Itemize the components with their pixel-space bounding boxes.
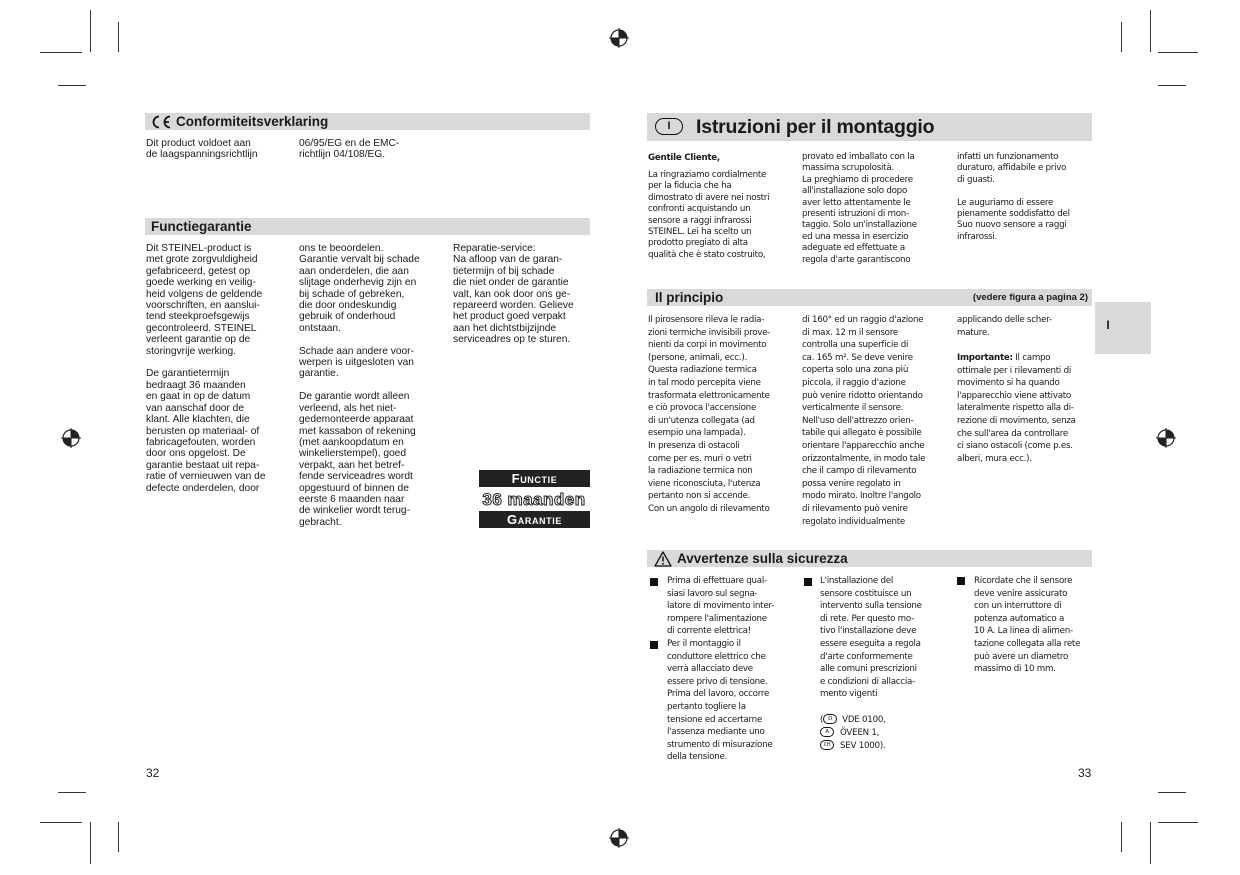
safety-section-title: Avvertenze sulla sicurezza (677, 551, 848, 566)
country-code-d-icon: D (823, 714, 837, 724)
norm-line-3 (820, 727, 952, 752)
important-label: Importante: (957, 353, 1013, 363)
principle-text-col3b (957, 352, 1092, 465)
crop-mark (1150, 10, 1151, 52)
crop-mark (90, 10, 91, 52)
guarantee-text-col1: Dit STEINEL-product is met grote zorgvuldigheid gefabriceerd, getest op goede werking en veilig- heid volgens de geldende voorschriften, en aanslui- tend steekproefsgewijs gecontroleerd. STEINEL verleent garantie op de storingvrije werking. De garantietermijn bedraagt 36 maanden en gaat in op de datum van aanschaf door de klant. Alle klachten, die berusten op materiaal- of fabricagefouten, worden door ons opgelost. De garantie bestaat uit repa- ratie of vernieuwen van de defecte onderdelen, door (146, 243, 266, 494)
warning-triangle-icon (654, 551, 672, 567)
important-text: Il campo ottimale per i rilevamenti di movimento si ha quando l'apparecchio viene attivato lateralmente rispetto alla di- rezione di movimento, senza che sull'area da controllare ci siano ostacoli (come p.es. alberi, mura ecc.). (957, 353, 1076, 464)
crop-mark (1121, 22, 1122, 52)
badge-36-maanden: 36 maanden (482, 490, 586, 509)
country-code-ch-icon: CH (820, 740, 834, 750)
crop-mark (1158, 822, 1198, 823)
guarantee-text-col2: ons te beoordelen. Garantie vervalt bij schade aan onderdelen, die aan slijtage onderhevig zijn en bij schade of gebreken, die door ondeskundig gebruik of onderhoud ontstaan. Schade aan andere voor- werpen is uitgesloten van garantie. De garantie wordt alleen verleend, als het niet- gedemonteerde apparaat met kassabon of rekening (met aankoopdatum en winkelierstempel), goed verpakt, aan het betref- fende serviceadres wordt opgestuurd of binnen de eerste 6 maanden naar de winkelier wordt terug- gebracht. (299, 243, 420, 528)
intro-text-col3: infatti un funzionamento duraturo, affidabile e privo di guasti. Le auguriamo di essere pienamente soddisfatto del Suo nuovo sensore a raggi infrarossi. (957, 152, 1070, 242)
crop-mark (58, 85, 86, 86)
principle-text-col2: di 160° ed un raggio d'azione di max. 12 m il sensore controlla una superficie di ca. 165 m². Se deve venire coperta solo una zona più piccola, il raggio d'azione può venire ridotto orientando verticalmente il sensore. Nell'uso dell'attrezzo orien- tabile qui allegato è possibile orientare l'apparecchio anche orizzontalmente, in modo tale che il campo di rilevamento possa venire regolato in modo mirato. Inoltre l'angolo di rilevamento può venire regolato individualmente (802, 315, 926, 527)
principle-text-col3a: applicando delle scher- mature. (957, 315, 1052, 338)
norm-oveen: ÖVEEN 1, (840, 727, 880, 738)
language-badge-icon: I (655, 118, 683, 135)
guarantee-section-title: Functiegarantie (151, 219, 252, 234)
intro-greeting: Gentile Cliente, (648, 153, 720, 163)
registration-mark-icon (61, 428, 81, 448)
registration-mark-icon (1156, 428, 1176, 448)
crop-mark (40, 822, 82, 823)
paren-open: ( (820, 714, 824, 725)
principle-figure-note: (vedere figura a pagina 2) (972, 292, 1088, 303)
safety-bullet-1: Prima di effettuare qual- siasi lavoro sul segna- latore di movimento inter- rompere l'alimentazione di corrente elettrica! (667, 576, 775, 637)
registration-mark-icon (609, 828, 629, 848)
main-title: Istruzioni per il montaggio (696, 116, 935, 138)
crop-mark (58, 792, 86, 793)
crop-mark (40, 52, 82, 53)
guarantee-text-col3: Reparatie-service: Na afloop van de garan- tietermijn of bij schade die niet onder de garantie valt, kan ook door ons ge- repareerd worden. Gelieve het product goed verpakt aan het dichtstbijzijnde serviceadres op te sturen. (453, 243, 574, 346)
ce-mark-icon (150, 115, 172, 129)
principle-section-title: Il principio (655, 290, 724, 305)
bullet-square-icon (650, 578, 658, 586)
safety-bullet-3: L'installazione del sensore costituisce un intervento sulla tensione di rete. Per questo mo- tivo l'installazione deve essere eseguita a regola d'arte conformemente alle comuni prescrizioni e condizioni di allaccia- mento vigenti (820, 576, 922, 700)
crop-mark (1121, 822, 1122, 852)
bullet-square-icon (804, 578, 812, 586)
side-tab-label: I (1106, 318, 1110, 332)
safety-bullet-4: Ricordate che il sensore deve venire assicurato con un interruttore di potenza automatico a 10 A. La linea di alimen- tazione collegata alla rete può avere un diametro massimo di 10 mm. (974, 576, 1081, 675)
crop-mark (1158, 85, 1186, 86)
badge-functie: Functie (479, 470, 590, 487)
intro-text-col2: provato ed imballato con la massima scrupolosità. La preghiamo di procedere all'installazione solo dopo aver letto attentamente le presenti istruzioni di mon- taggio. Solo un'installazione ed una messa in esercizio adeguate ed effettuate a regola d'arte garantiscono (802, 152, 917, 265)
crop-mark (90, 822, 91, 864)
norm-sev: SEV 1000). (840, 740, 886, 751)
crop-mark (1150, 822, 1151, 864)
norm-vde: VDE 0100, (842, 714, 886, 725)
page-number-right: 33 (1078, 766, 1092, 780)
country-code-a-icon: A (820, 727, 834, 737)
registration-mark-icon (609, 28, 629, 48)
bullet-square-icon (650, 641, 658, 649)
badge-garantie: Garantie (479, 511, 590, 528)
crop-mark (118, 822, 119, 852)
crop-mark (1158, 52, 1198, 53)
intro-text-col1: La ringraziamo cordialmente per la fiducia che ha dimostrato di avere nei nostri confronti acquistando un sensore a raggi infrarossi STEINEL. Lei ha scelto un prodotto pregiato di alta qualità che è stato costruito, (648, 170, 770, 260)
bullet-square-icon (957, 577, 965, 585)
crop-mark (118, 22, 119, 52)
crop-mark (1158, 792, 1186, 793)
ce-section-title: Conformiteitsverklaring (176, 114, 329, 129)
page-number-left: 32 (146, 766, 160, 780)
principle-text-col1: Il pirosensore rileva le radia- zioni termiche invisibili prove- nienti da corpi in movimento (persone, animali, ecc.). Questa radiazione termica in tal modo percepita viene trasformata elettronicamente e ciò provoca l'accensione di un'utenza collegata (ad esempio una lampada). In presenza di ostacoli come per es. muri o vetri la radiazione termica non viene riconosciuta, l'utenza pertanto non si accende. Con un angolo di rilevamento (648, 315, 771, 514)
ce-text-col1: Dit product voldoet aan de laagspanningsrichtlijn (146, 138, 258, 161)
ce-text-col2: 06/95/EG en de EMC- richtlijn 04/108/EG. (299, 138, 400, 161)
safety-bullet-2: Per il montaggio il conduttore elettrico che verrà allacciato deve essere privo di tensione. Prima del lavoro, occorre pertanto togliere la tensione ed accertarne l'assenza mediante uno strumento di misurazione della tensione. (667, 639, 773, 763)
